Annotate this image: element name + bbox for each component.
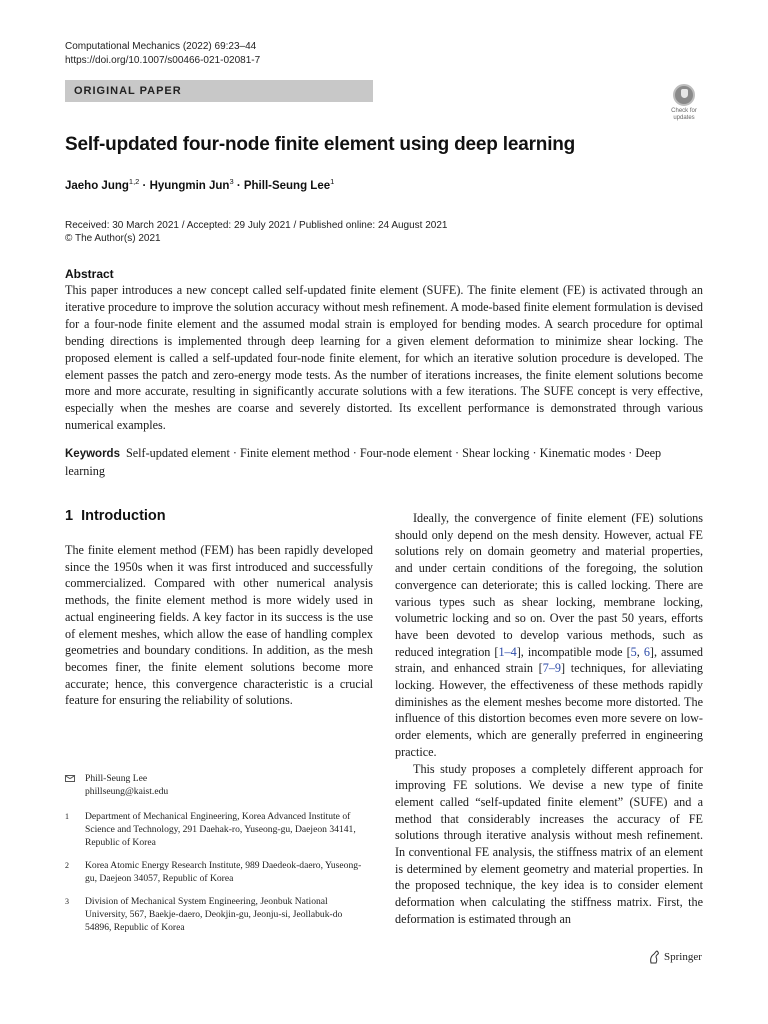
affiliation-text: Department of Mechanical Engineering, Korea Advanced Institute of Science and Technology, 291 Daehak-ro, Yuseong-gu, Daejeon 34141, Republic of Korea xyxy=(85,811,356,848)
dates-line: Received: 30 March 2021 / Accepted: 29 July 2021 / Published online: 24 August 2021 xyxy=(65,220,448,231)
contact-email[interactable]: phillseung@kaist.edu xyxy=(85,786,169,797)
section-title: Introduction xyxy=(81,508,166,524)
author-name[interactable]: Phill-Seung Lee xyxy=(243,179,331,192)
springer-horse-icon xyxy=(648,950,660,964)
affiliation-text: Division of Mechanical System Engineering, Jeonbuk National University, 567, Baekje-daero, Deokjin-gu, Jeonju-si, Jeollabuk-do 54896, Republic of Korea xyxy=(85,896,343,933)
citation-link[interactable]: 5 xyxy=(630,644,637,659)
keywords-label: Keywords xyxy=(65,448,120,460)
envelope-icon xyxy=(65,775,75,782)
author-affiliation-mark: 1 xyxy=(330,177,335,186)
doi-link[interactable]: https://doi.org/10.1007/s00466-021-02081-7 xyxy=(65,55,261,66)
author-separator: · xyxy=(139,179,150,192)
author-affiliation-mark: 1,2 xyxy=(128,177,140,186)
author-name[interactable]: Jaeho Jung xyxy=(65,179,129,192)
affiliation-footnote xyxy=(65,895,365,934)
affiliation-mark: 2 xyxy=(65,861,69,870)
author-separator: · xyxy=(233,179,244,192)
left-column xyxy=(65,542,373,709)
contact-name: Phill-Seung Lee xyxy=(85,773,148,784)
citation-link[interactable]: 6 xyxy=(643,644,650,659)
author-name[interactable]: Hyungmin Jun xyxy=(149,179,230,192)
abstract-text: This paper introduces a new concept called self-updated finite element (SUFE). The finite element (FE) is activated through an iterative procedure to improve the solution accuracy without mesh refinement. A mode-based finite element formulation is devised for a four-node finite element and the assumed modal strain is employed for bending modes. A search procedure for optimal bending directions is implemented through deep learning for a given element deformation to minimize shear locking. The proposed element is called a self-updated four-node finite element, for which an iterative solution procedure is developed. The element passes the patch and zero-energy mode tests. As the number of iterations increases, the finite element solutions become more and more accurate, resulting in significantly accurate solutions with a few iterations. The SUFE concept is very effective, especially when the meshes are coarse and severely distorted. Its excellent performance is demonstrated through various numerical examples. xyxy=(65,283,703,433)
keywords xyxy=(65,445,703,480)
right-column xyxy=(395,510,703,928)
paragraph: This study proposes a completely different approach for improving FE solutions. We devise a new type of finite element called “self-updated finite element” (SUFE) and a method that considerably increases the accuracy of FE solutions through iterative analysis without mesh refinement. In conventional FE analysis, the stiffness matrix of an element is determined by element geometry and material properties. In the proposed technique, the key idea is to consider element deformation when calculating the stiffness matrix. First, the deformation is estimated through an xyxy=(395,761,703,926)
publication-dates xyxy=(65,219,448,245)
affiliation-footnote xyxy=(65,810,365,849)
affiliation-footnote xyxy=(65,859,365,885)
citation-link[interactable]: 1–4 xyxy=(498,644,517,659)
copyright-line: © The Author(s) 2021 xyxy=(65,233,161,244)
paragraph: The finite element method (FEM) has been rapidly developed since the 1950s when it was first introduced and successfully commercialized. Compared with other numerical analysis methods, the finite element method is more widely used in actual engineering fields. A key factor in its success is the use of element meshes, which allow the ease of handling complex geometries and boundary conditions. In addition, as the mesh becomes finer, the finite element solutions become more accurate; hence, this convergence characteristic is a crucial feature for ensuring the reliability of solutions. xyxy=(65,543,373,708)
affiliation-mark: 3 xyxy=(65,897,69,906)
keywords-text: Self-updated element · Finite element method · Four-node element · Shear locking · Kinematic modes · Deep learning xyxy=(65,446,662,478)
paper-title: Self-updated four-node finite element using deep learning xyxy=(65,134,576,155)
contact-footnote xyxy=(65,772,365,798)
check-updates-line1: Check for xyxy=(671,108,697,114)
publisher-logo xyxy=(648,950,702,964)
affiliation-text: Korea Atomic Energy Research Institute, 989 Daedeok-daero, Yuseong-gu, Daejeon 34057, Republic of Korea xyxy=(85,860,362,884)
journal-citation: Computational Mechanics (2022) 69:23–44 xyxy=(65,41,257,52)
footnotes xyxy=(65,772,365,942)
journal-header xyxy=(65,40,260,68)
publisher-name: Springer xyxy=(664,951,702,963)
check-for-updates-icon xyxy=(673,84,695,106)
affiliation-mark: 1 xyxy=(65,812,69,821)
section-heading xyxy=(65,508,166,524)
citation-link[interactable]: 7–9 xyxy=(542,661,561,676)
check-updates-line2: updates xyxy=(673,115,695,121)
section-number: 1 xyxy=(65,508,74,524)
paragraph: Ideally, the convergence of finite element (FE) solutions should only depend on the mesh density. However, actual FE solutions rely on domain geometry and material properties, and under certain conditions of the foregoing, the solution convergence can deteriorate; this is called locking. There are various types such as shear locking, membrane locking, volumetric locking and so on. Over the past 50 years, efforts have been devoted to develop various methods, such as reduced integration [1–4], incompatible mode [5, 6], assumed strain, and enhanced strain [7–9] techniques, for alleviating locking. However, the effectiveness of these methods rapidly diminishes as the element meshes become more distorted. The influence of this distortion becomes even more severe on low-order elements, which are generally preferred in engineering practice. xyxy=(395,511,704,759)
article-type-banner: ORIGINAL PAPER xyxy=(65,80,373,102)
author-list xyxy=(65,177,334,192)
author-affiliation-mark: 3 xyxy=(229,177,234,186)
check-for-updates-badge[interactable] xyxy=(664,84,704,124)
abstract-heading: Abstract xyxy=(65,267,114,281)
